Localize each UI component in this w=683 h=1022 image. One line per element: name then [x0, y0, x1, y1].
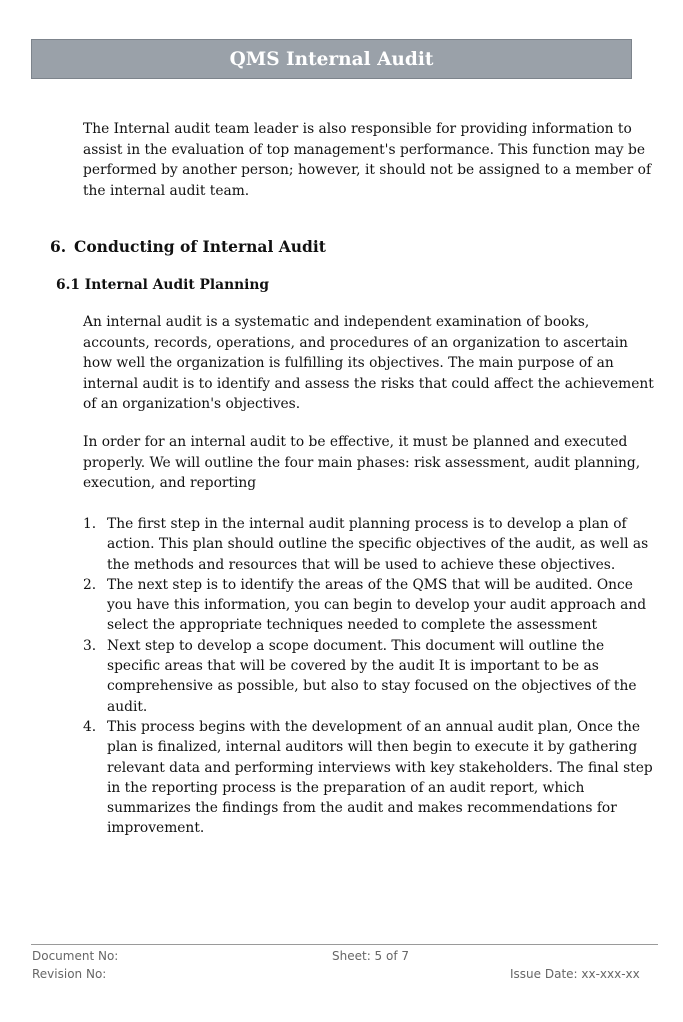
section-number: 6. [50, 237, 67, 256]
footer-document-no: Document No: [32, 949, 119, 963]
list-item-number: 2. [83, 576, 97, 593]
list-item-text: This process begins with the development of an annual audit plan, Once the plan is finalized, internal auditors will then begin to execute it by gathering relevant data and performing interviews with key stakeholders. The final step in the reporting process is the preparation of an audit report, which summarizes the findings from the audit and makes recommendations for improvement. [107, 718, 653, 837]
list-item-number: 4. [83, 718, 97, 735]
intro-paragraph: The Internal audit team leader is also responsible for providing information to assist in the evaluation of top management's performance. This function may be performed by another person; however, it should not be assigned to a member of the internal audit team. [83, 121, 652, 199]
list-item [83, 636, 659, 717]
footer-revision-no: Revision No: [32, 967, 107, 981]
steps-list [83, 514, 659, 839]
list-item [83, 717, 659, 839]
section-title: Conducting of Internal Audit [74, 237, 326, 256]
body-paragraph-2: In order for an internal audit to be effective, it must be planned and executed properly. We will outline the four main phases: risk assessment, audit planning, execution, and reporting [83, 434, 641, 491]
header-bar [31, 39, 632, 79]
body-paragraph-1: An internal audit is a systematic and independent examination of books, accounts, records, operations, and procedures of an organization to ascertain how well the organization is fulfilling its objectives. The main purpose of an internal audit is to identify and assess the risks that could affect the achievement of an organization's objectives. [83, 314, 654, 412]
list-item-text: Next step to develop a scope document. This document will outline the specific areas that will be covered by the audit It is important to be as comprehensive as possible, but also to stay focused on the objectives of the audit. [107, 637, 637, 715]
list-item-text: The next step is to identify the areas of the QMS that will be audited. Once you have this information, you can begin to develop your audit approach and select the appropriate techniques needed to complete the assessment [107, 576, 647, 634]
section-heading [50, 236, 326, 258]
list-item [83, 514, 659, 575]
footer-sheet: Sheet: 5 of 7 [332, 949, 410, 963]
list-item-text: The first step in the internal audit planning process is to develop a plan of action. This plan should outline the specific objectives of the audit, as well as the methods and resources that will be used to achieve these objectives. [107, 516, 649, 573]
page-title: QMS Internal Audit [229, 49, 434, 70]
footer-divider [31, 944, 658, 945]
list-item [83, 575, 659, 636]
list-item-number: 1. [83, 516, 97, 532]
footer-issue-date: Issue Date: xx-xxx-xx [510, 967, 640, 981]
subsection-heading: 6.1 Internal Audit Planning [56, 277, 270, 293]
list-item-number: 3. [83, 637, 97, 654]
